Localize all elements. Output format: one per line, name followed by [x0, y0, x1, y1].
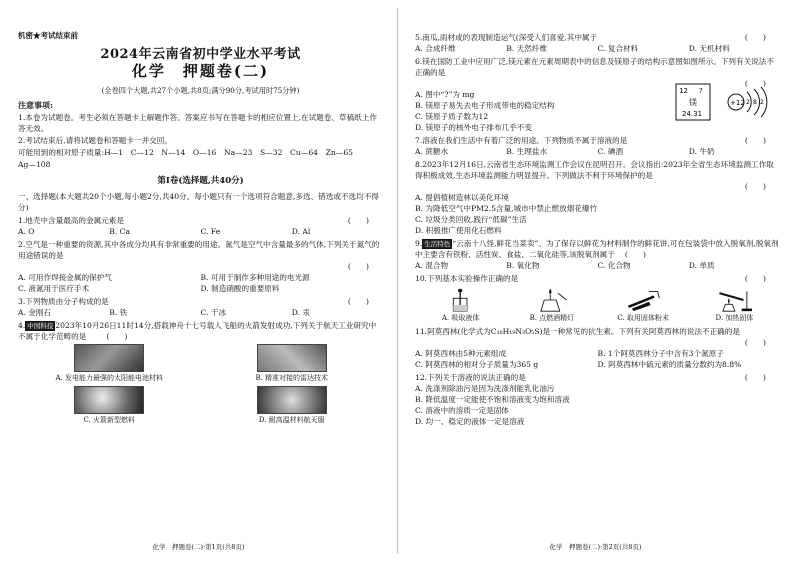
question-3	[18, 296, 383, 318]
lab-images-row	[415, 288, 780, 324]
magnesium-element-diagram	[674, 82, 770, 122]
option-a: A. 金刚石	[18, 308, 52, 317]
atomic-mass-line: 可能用到的相对原子质量:H—1 C—12 N—14 O—16 Na—23 S—32 Cu—64 Zn—65	[18, 148, 354, 157]
heating-tube-icon	[711, 288, 757, 312]
option-c: C. 火箭新型燃料	[83, 416, 136, 424]
solar-panel-photo	[74, 344, 144, 372]
option-a: A. 洗涤剂除油污是因为洗涤剂能乳化油污	[415, 384, 555, 393]
option-d-image	[691, 288, 779, 324]
option-c: C. 取用固体粉末	[617, 314, 669, 322]
svg-text:8: 8	[753, 99, 757, 106]
option-b: B. 降低温度一定能使不饱和溶液变为饱和溶液	[415, 395, 570, 404]
atomic-mass: 24.31	[682, 110, 703, 118]
option-b: B. 1个阿莫西林分子中含有3个氮原子	[597, 349, 724, 358]
option-c: C. 垃圾分类回收,践行“低碳”生活	[415, 215, 527, 224]
question-11	[415, 326, 780, 370]
option-a: A. 提倡植树造林以美化环境	[415, 193, 509, 202]
option-c: C. 阿莫西林的相对分子质量为365 g	[415, 360, 539, 369]
question-8	[415, 159, 780, 236]
question-5	[415, 32, 780, 54]
option-c: C. 干冰	[200, 308, 227, 317]
dropper-beaker-icon	[438, 288, 484, 312]
exam-meta: (全卷四个大题,共27个小题,共8页;满分90分,考试用时75分钟)	[101, 86, 300, 95]
answer-paren: ( )	[744, 274, 766, 283]
question-1	[18, 215, 383, 237]
question-stem: 11.阿莫西林(化学式为C₁₆H₁₉N₃O₅S)是一种常见的抗生素。下列有关阿莫西林的说法不正确的是	[415, 327, 740, 336]
option-d: D. 无机材料	[688, 44, 730, 53]
question-6	[415, 56, 780, 133]
topic-tag: 中国科技	[27, 322, 54, 330]
note-1: 1.本卷为试题卷。考生必须在答题卡上解题作答。答案应书写在答题卡的相应位置上,在试题卷、草稿纸上作答无效。	[18, 113, 377, 133]
option-d-image	[204, 386, 379, 426]
option-b: B. 精准对接的雷达技术	[255, 374, 329, 382]
right-page	[397, 0, 794, 561]
notes-title: 注意事项:	[18, 100, 53, 110]
option-d: D. 汞	[291, 308, 310, 317]
nucleus-charge: +12	[730, 99, 745, 107]
option-d: D. Al	[291, 227, 311, 236]
note-2: 2.考试结束后,请将试题卷和答题卡一并交回。	[18, 136, 172, 145]
page-footer: 化学 押题卷(二)·第2页(共8页)	[549, 543, 642, 551]
question-options	[18, 226, 383, 237]
option-a: A. 发电能力最强的太阳能电池材料	[55, 374, 163, 382]
option-a: A. 吸取液体	[441, 314, 480, 322]
question-stem: 8.2023年12月16日,云南省生态环境监测工作会议在昆明召开。会议指出:2023年全省生态环境监测工作取得积极成效,生态环境监测能力明显提升。下列做法不利于环境保护的是	[415, 160, 774, 180]
option-c: C. 碘酒	[597, 147, 624, 156]
option-c-image	[22, 386, 197, 426]
option-a: A. 可用作焊接金属的保护气	[18, 273, 112, 282]
image-row	[18, 344, 383, 384]
option-d: D. 积极推广使用化石燃料	[415, 226, 502, 235]
answer-paren: ( )	[744, 182, 766, 191]
option-a: A. 合成纤维	[415, 44, 456, 53]
question-stem: 10.下列基本实验操作正确的是	[415, 274, 519, 283]
option-b-image	[508, 288, 596, 324]
alcohol-lamp-icon	[529, 288, 575, 312]
option-a: A. 阿莫西林由5种元素组成	[415, 349, 507, 358]
section-intro: 一、选择题(本大题共20个小题,每小题2分,共40分。每小题只有一个选项符合题意,多选、错选或不选均不得分)	[18, 192, 379, 212]
question-options	[415, 260, 780, 271]
option-c-image	[599, 288, 687, 324]
element-name: 镁	[689, 98, 697, 107]
exam-title: 2024年云南省初中学业水平考试	[100, 47, 301, 62]
image-row	[18, 386, 383, 426]
question-stem: 2.空气是一种重要的资源,其中各成分均具有非常重要的用途。氮气是空气中含量最多的气体,下列关于氮气的用途错误的是	[18, 240, 380, 260]
question-stem: 12.下列关于溶液的说法正确的是	[415, 373, 526, 382]
answer-paren: ( )	[347, 262, 369, 271]
answer-paren: ( )	[347, 297, 369, 306]
option-b: B. 氧化物	[506, 261, 540, 270]
option-d: D. 牛奶	[688, 147, 715, 156]
option-d: D. 镁原子的核外电子排布几乎不变	[415, 123, 532, 132]
answer-paren: ( )	[744, 33, 766, 42]
powder-tube-icon	[620, 288, 666, 312]
question-options	[415, 348, 780, 370]
element-symbol: ?	[699, 87, 703, 95]
answer-paren: ( )	[106, 332, 128, 341]
option-c: C. 液氮用于医疗手术	[18, 284, 90, 293]
exam-subtitle: 化学 押题卷(二)	[131, 62, 270, 80]
question-10	[415, 273, 780, 324]
question-12	[415, 372, 780, 427]
atomic-number: 12	[679, 87, 688, 95]
option-c: C. 镁原子质子数为12	[415, 112, 489, 121]
option-b: B. 生理盐水	[506, 147, 548, 156]
option-d: D. 耐高温材料航天服	[258, 416, 325, 424]
radar-docking-photo	[257, 344, 327, 372]
secret-label: 机密★考试结束前	[18, 31, 78, 40]
option-a: A. 图中“?”为 mg	[415, 90, 475, 99]
option-d: D. 制造硝酸的重要原料	[200, 284, 280, 293]
option-d: D. 阿莫西林中硫元素的质量分数约为8.8%	[597, 360, 742, 369]
question-options	[18, 307, 383, 318]
option-a: A. 蔗糖水	[415, 147, 449, 156]
option-b: B. 铁	[109, 308, 128, 317]
option-a-image	[417, 288, 505, 324]
question-options	[415, 146, 780, 157]
option-d: D. 单质	[688, 261, 715, 270]
option-a: A. 混合物	[415, 261, 449, 270]
question-stem: 6.镁在国防工业中应用广泛,镁元素在元素周期表中的信息及镁原子的结构示意图如图所示。下列有关说法不正确的是	[415, 57, 774, 77]
option-b: B. 可用于制作多种用途的电光源	[200, 273, 310, 282]
svg-text:2: 2	[760, 99, 764, 106]
option-b: B. 点燃酒精灯	[529, 314, 575, 322]
option-c: C. 复合材料	[597, 44, 639, 53]
question-stem: 4. 中国科技 2023年10月26日11时14分,搭载神舟十七号载人飞船的火箭发射成功,下列关于航天工业研究中不属于化学范畴的是 ( )	[18, 321, 377, 341]
option-c: C. 溶液中的溶质一定是固体	[415, 406, 509, 415]
answer-paren: ( )	[744, 338, 766, 347]
svg-text:2: 2	[746, 99, 750, 106]
question-stem: 5.南瓜,雨材或的表现制造运气(深受人们喜爱,其中属于	[415, 33, 598, 42]
question-stem: 7.溶液在我们生活中有着广泛的用途。下列物质不属于溶液的是	[415, 136, 628, 145]
question-options	[18, 272, 383, 294]
question-options	[415, 89, 641, 133]
option-a: A. O	[18, 227, 35, 236]
topic-tag: 生活特色	[424, 240, 451, 248]
answer-paren: ( )	[744, 79, 766, 88]
question-options	[415, 43, 780, 54]
option-b-image	[204, 344, 379, 384]
question-9	[415, 238, 780, 271]
page-footer: 化学 押题卷(二)·第1页(共8页)	[152, 543, 245, 551]
option-c: C. Fe	[200, 227, 221, 236]
question-stem: 9. 生活特色 “云南十八怪,鲜花当菜卖”。为了保存以鲜花为材料制作的鲜花饼,可在包装袋中放入脱氧剂,脱氧剂中主要含有铁粉、活性炭、食盐、二氧化硅等,该脱氧剂属于 ( )	[415, 239, 779, 259]
atomic-mass-line-2: Ag—108	[18, 160, 51, 169]
question-4	[18, 320, 383, 426]
option-b: B. 为降低空气中PM2.5含量,城市中禁止燃放烟花爆竹	[415, 204, 598, 213]
answer-paren: ( )	[347, 216, 369, 225]
question-7	[415, 135, 780, 157]
option-b: B. Ca	[109, 227, 130, 236]
answer-paren: ( )	[744, 136, 766, 145]
answer-paren: ( )	[624, 250, 646, 259]
option-c: C. 化合物	[597, 261, 631, 270]
section-title: 第Ⅰ卷(选择题,共40分)	[157, 176, 244, 186]
option-a-image	[22, 344, 197, 384]
answer-paren: ( )	[744, 373, 766, 382]
rocket-fuel-photo	[74, 386, 144, 414]
option-b: B. 天然纤维	[506, 44, 548, 53]
option-d: D. 均一、稳定的液体一定是溶液	[415, 417, 525, 426]
question-stem: 3.下列物质由分子构成的是	[18, 297, 109, 306]
question-2	[18, 239, 383, 294]
question-stem: 1.地壳中含量最高的金属元素是	[18, 216, 124, 225]
option-d: D. 加热固体	[715, 314, 754, 322]
spacesuit-photo	[257, 386, 327, 414]
option-b: B. 镁原子易失去电子形成带电的稳定结构	[415, 101, 555, 110]
